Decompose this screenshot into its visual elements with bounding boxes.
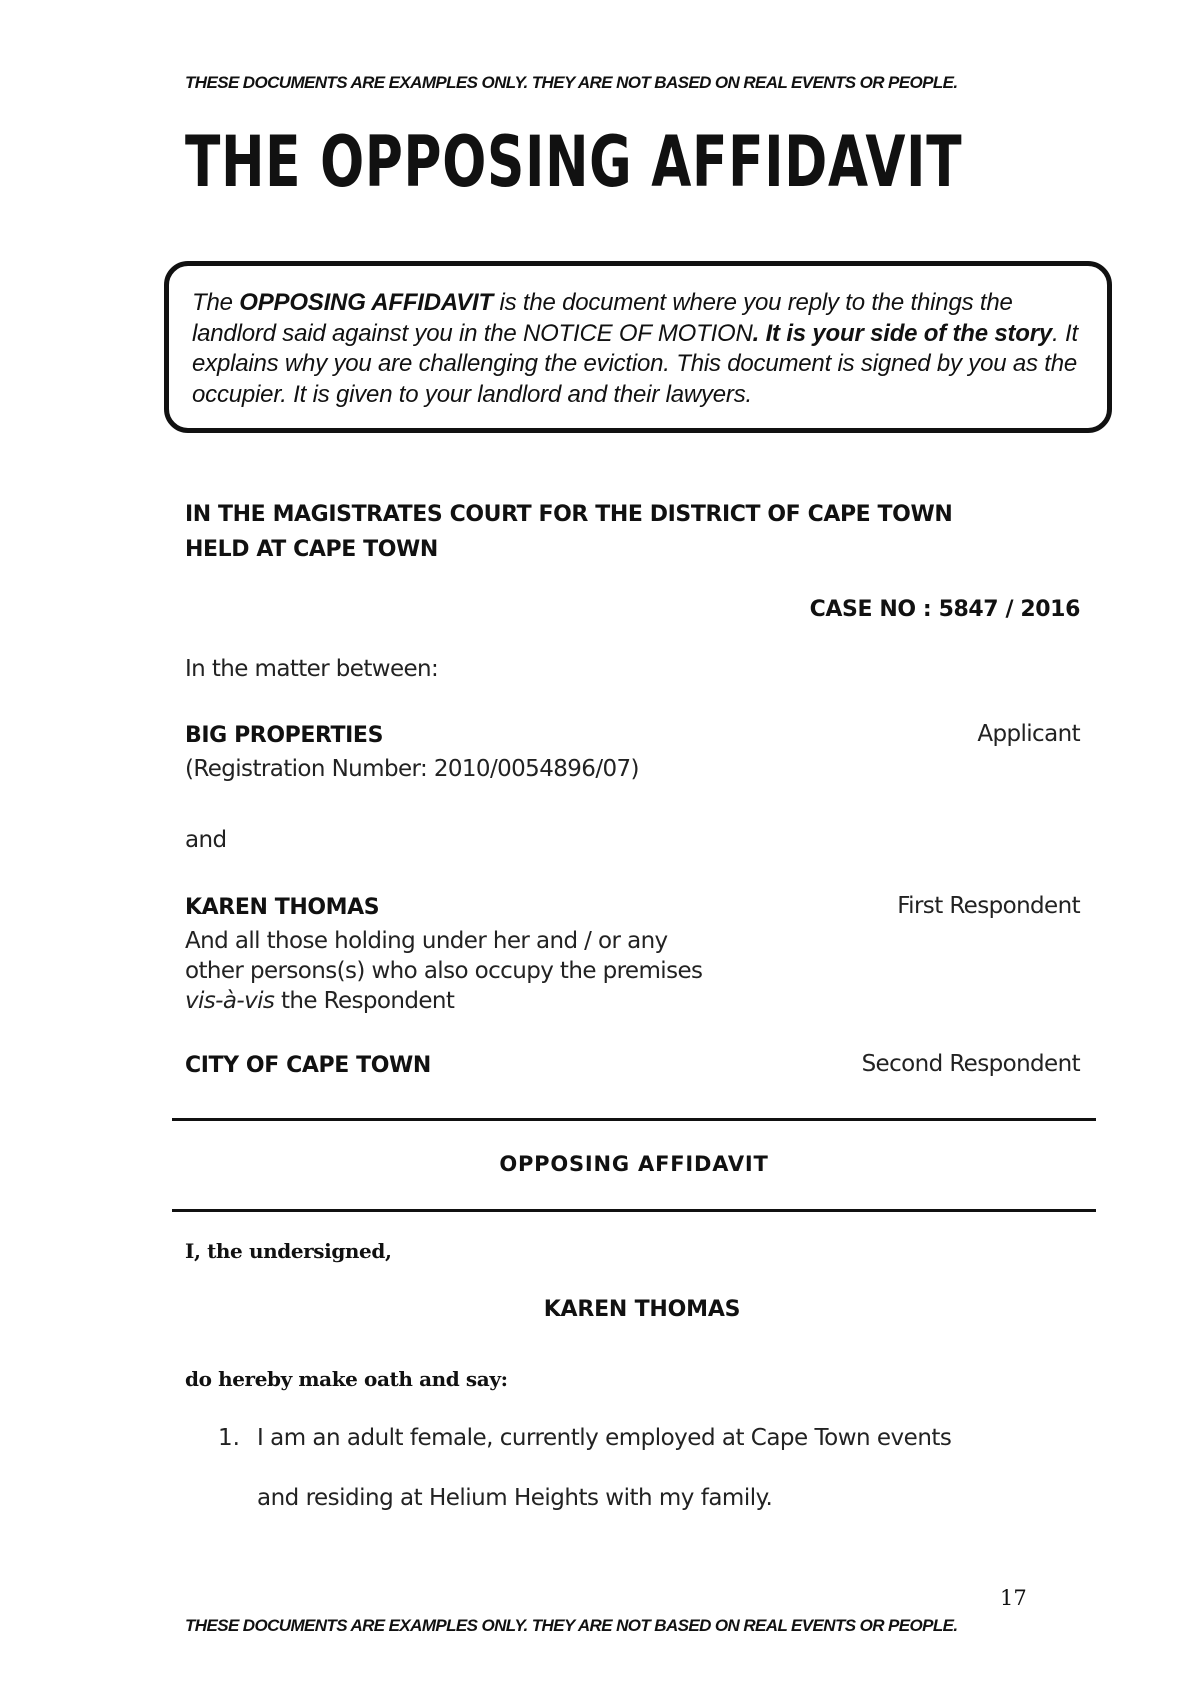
paragraph-number: 1. xyxy=(218,1425,240,1451)
first-respondent-role: First Respondent xyxy=(897,893,1080,919)
applicant-role: Applicant xyxy=(977,721,1080,747)
deponent-name: KAREN THOMAS xyxy=(543,1297,741,1322)
second-respondent-role: Second Respondent xyxy=(861,1051,1080,1077)
first-respondent-desc-line2: other persons(s) who also occupy the premises xyxy=(185,958,703,984)
divider-top xyxy=(172,1118,1096,1121)
info-text-emphasis: OPPOSING AFFIDAVIT xyxy=(239,289,493,316)
disclaimer-top: THESE DOCUMENTS ARE EXAMPLES ONLY. THEY ARE NOT BASED ON REAL EVENTS OR PEOPLE. xyxy=(185,73,958,92)
court-heading-line1: IN THE MAGISTRATES COURT FOR THE DISTRICT OF CAPE TOWN xyxy=(185,502,953,527)
undersigned-text: I, the undersigned, xyxy=(185,1239,392,1263)
info-text-segment: is the document where you reply to the things the landlord said against you in the NOTICE OF MOTION xyxy=(192,289,1013,347)
matter-between: In the matter between: xyxy=(185,656,439,682)
info-text-emphasis: . It is your side of the story xyxy=(752,319,1053,347)
info-text-segment: . It explains why you are challenging the eviction. This document is signed by you as the occupier. It is given to your landlord and their lawyers. xyxy=(192,319,1078,408)
divider-bottom xyxy=(172,1209,1096,1212)
first-respondent-desc-line3 xyxy=(185,986,454,1016)
first-respondent-name: KAREN THOMAS xyxy=(185,895,380,920)
applicant-registration: (Registration Number: 2010/0054896/07) xyxy=(185,756,639,782)
info-box-text xyxy=(192,288,1102,410)
second-respondent-name: CITY OF CAPE TOWN xyxy=(185,1053,431,1078)
page-number: 17 xyxy=(1000,1586,1027,1610)
court-heading-line2: HELD AT CAPE TOWN xyxy=(185,537,438,562)
applicant-name: BIG PROPERTIES xyxy=(185,723,384,748)
disclaimer-bottom: THESE DOCUMENTS ARE EXAMPLES ONLY. THEY ARE NOT BASED ON REAL EVENTS OR PEOPLE. xyxy=(185,1616,958,1635)
first-respondent-desc-line1: And all those holding under her and / or any xyxy=(185,928,668,954)
page-title: THE OPPOSING AFFIDAVIT xyxy=(185,121,963,203)
paragraph-line2: and residing at Helium Heights with my family. xyxy=(257,1485,773,1511)
desc-line3-rest: the Respondent xyxy=(274,988,455,1014)
vis-a-vis-italic: vis-à-vis xyxy=(185,988,275,1014)
oath-text: do hereby make oath and say: xyxy=(185,1367,508,1391)
info-text-segment: The xyxy=(192,289,240,316)
paragraph-line1: I am an adult female, currently employed at Cape Town events xyxy=(257,1425,952,1451)
case-number: CASE NO : 5847 / 2016 xyxy=(809,597,1080,622)
and-text: and xyxy=(185,827,227,853)
document-title: OPPOSING AFFIDAVIT xyxy=(499,1152,769,1176)
